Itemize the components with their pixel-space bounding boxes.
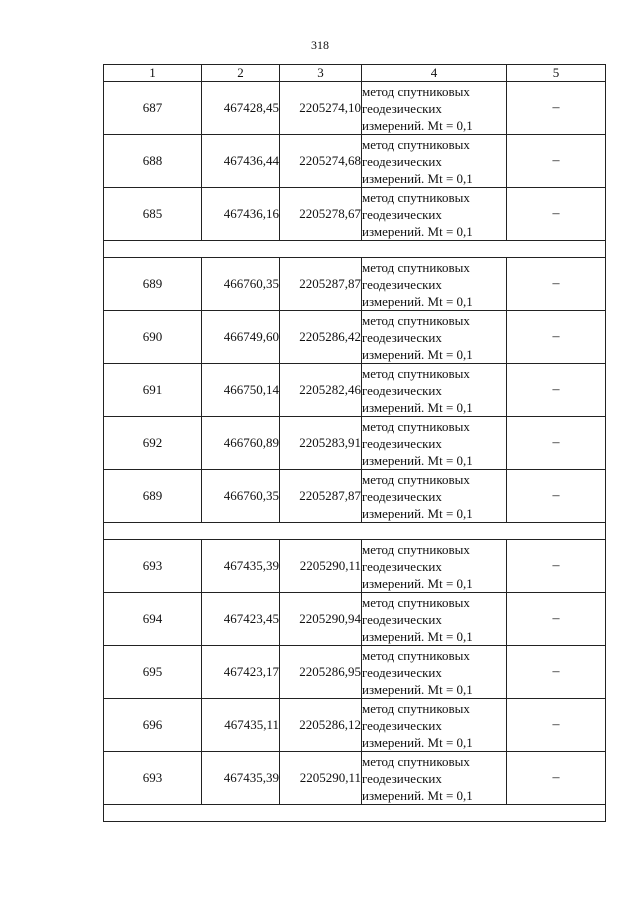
method-line: геодезических <box>362 435 442 451</box>
method-line: геодезических <box>362 329 442 345</box>
method-line: измерений. Mt = 0,1 <box>362 628 473 644</box>
x-coordinate-cell: 467435,39 <box>202 540 280 593</box>
method-line: геодезических <box>362 100 442 116</box>
header-row <box>104 65 606 82</box>
x-coordinate-cell: 466760,35 <box>202 470 280 523</box>
method-cell <box>362 82 507 135</box>
table-row <box>104 311 606 364</box>
x-coordinate-cell: 467428,45 <box>202 82 280 135</box>
method-line: метод спутниковых <box>362 189 470 205</box>
method-cell <box>362 258 507 311</box>
y-coordinate-cell: 2205278,67 <box>280 188 362 241</box>
x-coordinate-cell: 467423,45 <box>202 593 280 646</box>
note-cell: – <box>507 752 606 805</box>
y-coordinate-cell: 2205290,94 <box>280 593 362 646</box>
method-line: измерений. Mt = 0,1 <box>362 505 473 521</box>
method-line: геодезических <box>362 382 442 398</box>
method-line: измерений. Mt = 0,1 <box>362 787 473 803</box>
method-line: метод спутниковых <box>362 312 470 328</box>
point-number-cell: 694 <box>104 593 202 646</box>
method-line: метод спутниковых <box>362 471 470 487</box>
point-number-cell: 687 <box>104 82 202 135</box>
table-row <box>104 752 606 805</box>
header-col-5: 5 <box>507 65 606 82</box>
y-coordinate-cell: 2205287,87 <box>280 470 362 523</box>
table-row <box>104 82 606 135</box>
x-coordinate-cell: 466760,89 <box>202 417 280 470</box>
method-cell <box>362 417 507 470</box>
point-number-cell: 693 <box>104 540 202 593</box>
y-coordinate-cell: 2205287,87 <box>280 258 362 311</box>
y-coordinate-cell: 2205286,95 <box>280 646 362 699</box>
method-cell <box>362 540 507 593</box>
x-coordinate-cell: 466750,14 <box>202 364 280 417</box>
method-line: геодезических <box>362 717 442 733</box>
method-line: метод спутниковых <box>362 541 470 557</box>
method-cell <box>362 135 507 188</box>
point-number-cell: 695 <box>104 646 202 699</box>
point-number-cell: 692 <box>104 417 202 470</box>
table-row <box>104 593 606 646</box>
header-col-2: 2 <box>202 65 280 82</box>
group-separator-row <box>104 241 606 258</box>
x-coordinate-cell: 466760,35 <box>202 258 280 311</box>
table-row <box>104 364 606 417</box>
note-cell: – <box>507 311 606 364</box>
y-coordinate-cell: 2205286,12 <box>280 699 362 752</box>
y-coordinate-cell: 2205282,46 <box>280 364 362 417</box>
method-line: геодезических <box>362 611 442 627</box>
method-cell <box>362 188 507 241</box>
point-number-cell: 688 <box>104 135 202 188</box>
method-cell <box>362 646 507 699</box>
table-row <box>104 646 606 699</box>
note-cell: – <box>507 188 606 241</box>
header-col-1: 1 <box>104 65 202 82</box>
header-col-4: 4 <box>362 65 507 82</box>
note-cell: – <box>507 699 606 752</box>
method-cell <box>362 699 507 752</box>
point-number-cell: 689 <box>104 470 202 523</box>
table-row <box>104 540 606 593</box>
method-cell <box>362 593 507 646</box>
point-number-cell: 691 <box>104 364 202 417</box>
coordinates-table <box>103 64 606 822</box>
note-cell: – <box>507 135 606 188</box>
method-line: геодезических <box>362 276 442 292</box>
point-number-cell: 696 <box>104 699 202 752</box>
note-cell: – <box>507 417 606 470</box>
point-number-cell: 690 <box>104 311 202 364</box>
method-line: геодезических <box>362 153 442 169</box>
method-line: геодезических <box>362 558 442 574</box>
y-coordinate-cell: 2205274,10 <box>280 82 362 135</box>
note-cell: – <box>507 646 606 699</box>
x-coordinate-cell: 467436,44 <box>202 135 280 188</box>
x-coordinate-cell: 466749,60 <box>202 311 280 364</box>
group-separator-row <box>104 523 606 540</box>
method-line: измерений. Mt = 0,1 <box>362 293 473 309</box>
method-line: метод спутниковых <box>362 753 470 769</box>
table-row <box>104 135 606 188</box>
x-coordinate-cell: 467435,11 <box>202 699 280 752</box>
x-coordinate-cell: 467436,16 <box>202 188 280 241</box>
method-line: метод спутниковых <box>362 259 470 275</box>
method-line: геодезических <box>362 770 442 786</box>
page-number: 318 <box>311 38 329 52</box>
y-coordinate-cell: 2205290,11 <box>280 540 362 593</box>
note-cell: – <box>507 470 606 523</box>
y-coordinate-cell: 2205286,42 <box>280 311 362 364</box>
separator-cell <box>104 805 606 822</box>
method-line: метод спутниковых <box>362 365 470 381</box>
method-line: измерений. Mt = 0,1 <box>362 117 473 133</box>
method-line: метод спутниковых <box>362 594 470 610</box>
separator-cell <box>104 241 606 258</box>
method-line: измерений. Mt = 0,1 <box>362 452 473 468</box>
table-row <box>104 188 606 241</box>
note-cell: – <box>507 593 606 646</box>
table-body <box>104 82 606 822</box>
separator-cell <box>104 523 606 540</box>
table-row <box>104 470 606 523</box>
header-col-3: 3 <box>280 65 362 82</box>
x-coordinate-cell: 467423,17 <box>202 646 280 699</box>
method-line: измерений. Mt = 0,1 <box>362 681 473 697</box>
method-line: метод спутниковых <box>362 83 470 99</box>
method-line: метод спутниковых <box>362 647 470 663</box>
method-line: геодезических <box>362 664 442 680</box>
method-cell <box>362 364 507 417</box>
method-line: геодезических <box>362 488 442 504</box>
group-separator-row <box>104 805 606 822</box>
method-line: измерений. Mt = 0,1 <box>362 223 473 239</box>
method-cell <box>362 311 507 364</box>
note-cell: – <box>507 364 606 417</box>
method-line: измерений. Mt = 0,1 <box>362 399 473 415</box>
table-row <box>104 417 606 470</box>
method-line: метод спутниковых <box>362 136 470 152</box>
y-coordinate-cell: 2205290,11 <box>280 752 362 805</box>
point-number-cell: 693 <box>104 752 202 805</box>
method-line: метод спутниковых <box>362 700 470 716</box>
y-coordinate-cell: 2205283,91 <box>280 417 362 470</box>
note-cell: – <box>507 82 606 135</box>
y-coordinate-cell: 2205274,68 <box>280 135 362 188</box>
table-row <box>104 699 606 752</box>
point-number-cell: 685 <box>104 188 202 241</box>
method-line: измерений. Mt = 0,1 <box>362 346 473 362</box>
method-line: метод спутниковых <box>362 418 470 434</box>
method-line: измерений. Mt = 0,1 <box>362 170 473 186</box>
x-coordinate-cell: 467435,39 <box>202 752 280 805</box>
method-line: измерений. Mt = 0,1 <box>362 575 473 591</box>
point-number-cell: 689 <box>104 258 202 311</box>
note-cell: – <box>507 258 606 311</box>
method-line: геодезических <box>362 206 442 222</box>
method-cell <box>362 752 507 805</box>
note-cell: – <box>507 540 606 593</box>
table-row <box>104 258 606 311</box>
method-cell <box>362 470 507 523</box>
method-line: измерений. Mt = 0,1 <box>362 734 473 750</box>
